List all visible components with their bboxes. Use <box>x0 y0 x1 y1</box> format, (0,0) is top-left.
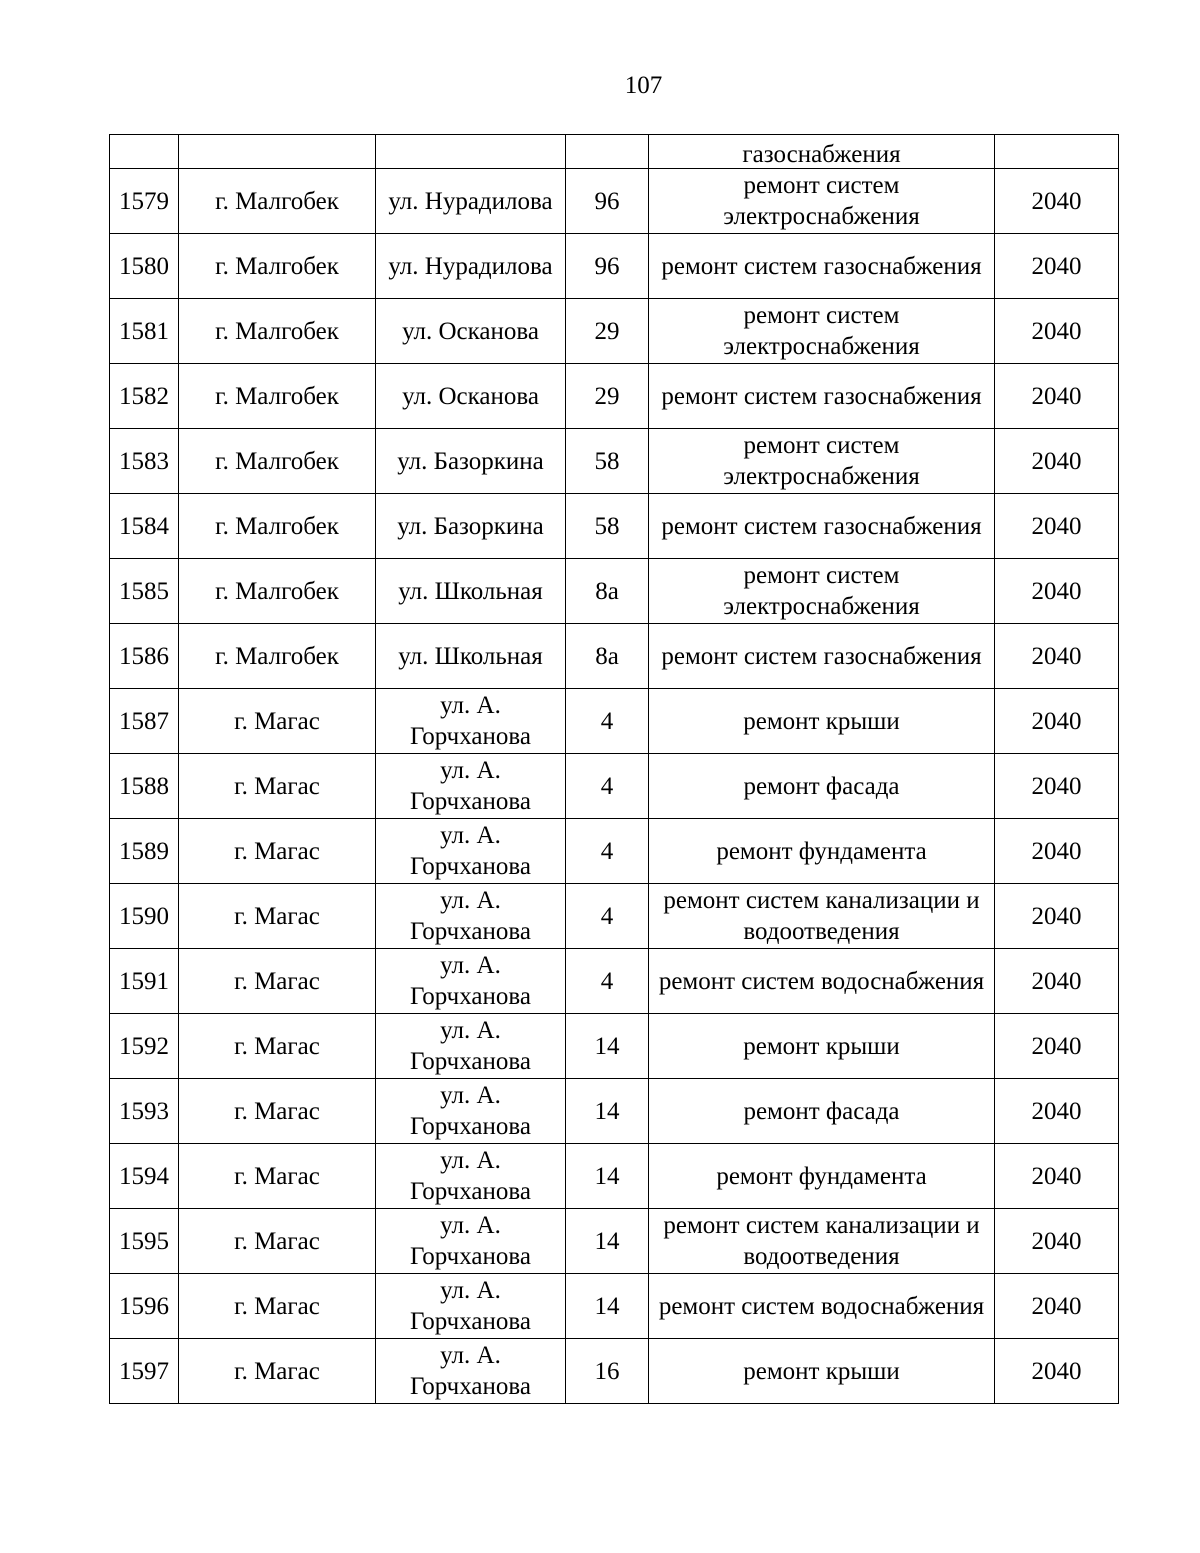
table-row <box>110 624 1119 689</box>
cell-city: г. Магас <box>179 1079 376 1144</box>
cell-city: г. Магас <box>179 754 376 819</box>
table-row <box>110 429 1119 494</box>
cell-number: 1586 <box>110 624 179 689</box>
cell-street: ул. Нурадилова <box>376 234 566 299</box>
cell-street: ул. Базоркина <box>376 494 566 559</box>
cell-street: ул. Школьная <box>376 624 566 689</box>
table-row <box>110 1144 1119 1209</box>
table-row <box>110 234 1119 299</box>
cell-number: 1596 <box>110 1274 179 1339</box>
cell-house: 58 <box>566 494 649 559</box>
cell-year: 2040 <box>995 299 1119 364</box>
cell-year <box>995 135 1119 169</box>
cell-number: 1582 <box>110 364 179 429</box>
cell-number: 1579 <box>110 169 179 234</box>
cell-house: 14 <box>566 1144 649 1209</box>
cell-city: г. Магас <box>179 689 376 754</box>
table-row <box>110 1274 1119 1339</box>
cell-number: 1580 <box>110 234 179 299</box>
cell-number: 1583 <box>110 429 179 494</box>
cell-number: 1588 <box>110 754 179 819</box>
cell-house: 14 <box>566 1079 649 1144</box>
cell-street: ул. А. Горчханова <box>376 1014 566 1079</box>
cell-house: 4 <box>566 884 649 949</box>
cell-city: г. Малгобек <box>179 169 376 234</box>
cell-city: г. Малгобек <box>179 624 376 689</box>
cell-street: ул. А. Горчханова <box>376 1339 566 1404</box>
cell-house: 58 <box>566 429 649 494</box>
cell-street: ул. А. Горчханова <box>376 819 566 884</box>
cell-house: 4 <box>566 819 649 884</box>
cell-work-type: ремонт систем газоснабжения <box>649 624 995 689</box>
cell-work-type: ремонт систем электроснабжения <box>649 429 995 494</box>
repair-schedule-table <box>109 134 1119 1404</box>
cell-year: 2040 <box>995 949 1119 1014</box>
cell-street: ул. А. Горчханова <box>376 689 566 754</box>
table-row <box>110 494 1119 559</box>
cell-city <box>179 135 376 169</box>
cell-work-type: ремонт систем газоснабжения <box>649 364 995 429</box>
cell-year: 2040 <box>995 1079 1119 1144</box>
cell-city: г. Магас <box>179 1339 376 1404</box>
cell-work-type: газоснабжения <box>649 135 995 169</box>
cell-number: 1585 <box>110 559 179 624</box>
table-row <box>110 949 1119 1014</box>
cell-work-type: ремонт систем канализации и водоотведения <box>649 884 995 949</box>
table-row <box>110 1209 1119 1274</box>
table-row <box>110 884 1119 949</box>
cell-year: 2040 <box>995 819 1119 884</box>
table-row <box>110 559 1119 624</box>
cell-house: 29 <box>566 364 649 429</box>
cell-street: ул. Нурадилова <box>376 169 566 234</box>
cell-street: ул. Школьная <box>376 559 566 624</box>
cell-work-type: ремонт систем канализации и водоотведения <box>649 1209 995 1274</box>
cell-street <box>376 135 566 169</box>
cell-year: 2040 <box>995 494 1119 559</box>
cell-street: ул. Осканова <box>376 364 566 429</box>
cell-city: г. Малгобек <box>179 299 376 364</box>
cell-number: 1595 <box>110 1209 179 1274</box>
cell-street: ул. Осканова <box>376 299 566 364</box>
cell-house: 14 <box>566 1274 649 1339</box>
cell-house: 8а <box>566 624 649 689</box>
cell-year: 2040 <box>995 754 1119 819</box>
cell-street: ул. А. Горчханова <box>376 949 566 1014</box>
cell-work-type: ремонт систем водоснабжения <box>649 949 995 1014</box>
cell-city: г. Малгобек <box>179 429 376 494</box>
cell-street: ул. А. Горчханова <box>376 884 566 949</box>
cell-year: 2040 <box>995 364 1119 429</box>
table-row <box>110 819 1119 884</box>
cell-work-type: ремонт крыши <box>649 689 995 754</box>
table-row <box>110 1339 1119 1404</box>
cell-house: 4 <box>566 754 649 819</box>
cell-city: г. Магас <box>179 884 376 949</box>
cell-work-type: ремонт систем электроснабжения <box>649 169 995 234</box>
table-body <box>110 135 1119 1404</box>
cell-work-type: ремонт крыши <box>649 1339 995 1404</box>
cell-street: ул. А. Горчханова <box>376 1209 566 1274</box>
cell-number: 1581 <box>110 299 179 364</box>
cell-house: 96 <box>566 234 649 299</box>
cell-work-type: ремонт систем газоснабжения <box>649 494 995 559</box>
cell-work-type: ремонт систем электроснабжения <box>649 299 995 364</box>
cell-number: 1590 <box>110 884 179 949</box>
cell-number <box>110 135 179 169</box>
cell-number: 1592 <box>110 1014 179 1079</box>
cell-house: 14 <box>566 1014 649 1079</box>
cell-year: 2040 <box>995 429 1119 494</box>
table-row <box>110 169 1119 234</box>
cell-year: 2040 <box>995 1014 1119 1079</box>
cell-year: 2040 <box>995 884 1119 949</box>
table-row <box>110 689 1119 754</box>
cell-street: ул. А. Горчханова <box>376 754 566 819</box>
page-number: 107 <box>624 72 663 99</box>
table-row <box>110 364 1119 429</box>
cell-work-type: ремонт фундамента <box>649 819 995 884</box>
cell-year: 2040 <box>995 234 1119 299</box>
cell-year: 2040 <box>995 1339 1119 1404</box>
cell-street: ул. А. Горчханова <box>376 1079 566 1144</box>
cell-house <box>566 135 649 169</box>
cell-house: 8а <box>566 559 649 624</box>
cell-house: 16 <box>566 1339 649 1404</box>
cell-street: ул. Базоркина <box>376 429 566 494</box>
cell-number: 1589 <box>110 819 179 884</box>
cell-house: 4 <box>566 689 649 754</box>
cell-number: 1593 <box>110 1079 179 1144</box>
cell-year: 2040 <box>995 559 1119 624</box>
cell-number: 1597 <box>110 1339 179 1404</box>
cell-work-type: ремонт систем электроснабжения <box>649 559 995 624</box>
cell-work-type: ремонт систем водоснабжения <box>649 1274 995 1339</box>
cell-house: 14 <box>566 1209 649 1274</box>
cell-number: 1584 <box>110 494 179 559</box>
cell-house: 4 <box>566 949 649 1014</box>
cell-year: 2040 <box>995 689 1119 754</box>
cell-number: 1591 <box>110 949 179 1014</box>
cell-house: 29 <box>566 299 649 364</box>
cell-number: 1594 <box>110 1144 179 1209</box>
cell-city: г. Магас <box>179 1274 376 1339</box>
cell-city: г. Магас <box>179 819 376 884</box>
cell-work-type: ремонт крыши <box>649 1014 995 1079</box>
cell-street: ул. А. Горчханова <box>376 1274 566 1339</box>
cell-city: г. Малгобек <box>179 494 376 559</box>
cell-city: г. Магас <box>179 1014 376 1079</box>
cell-city: г. Магас <box>179 1209 376 1274</box>
cell-work-type: ремонт фундамента <box>649 1144 995 1209</box>
cell-number: 1587 <box>110 689 179 754</box>
cell-work-type: ремонт фасада <box>649 1079 995 1144</box>
cell-city: г. Малгобек <box>179 364 376 429</box>
cell-year: 2040 <box>995 169 1119 234</box>
cell-year: 2040 <box>995 1144 1119 1209</box>
cell-city: г. Малгобек <box>179 234 376 299</box>
table-row <box>110 299 1119 364</box>
cell-house: 96 <box>566 169 649 234</box>
cell-work-type: ремонт фасада <box>649 754 995 819</box>
table-row <box>110 754 1119 819</box>
cell-year: 2040 <box>995 1274 1119 1339</box>
cell-city: г. Магас <box>179 949 376 1014</box>
table-row <box>110 1014 1119 1079</box>
cell-city: г. Магас <box>179 1144 376 1209</box>
cell-year: 2040 <box>995 1209 1119 1274</box>
cell-city: г. Малгобек <box>179 559 376 624</box>
cell-work-type: ремонт систем газоснабжения <box>649 234 995 299</box>
table-row <box>110 1079 1119 1144</box>
cell-year: 2040 <box>995 624 1119 689</box>
table-row-continuation <box>110 135 1119 169</box>
cell-street: ул. А. Горчханова <box>376 1144 566 1209</box>
